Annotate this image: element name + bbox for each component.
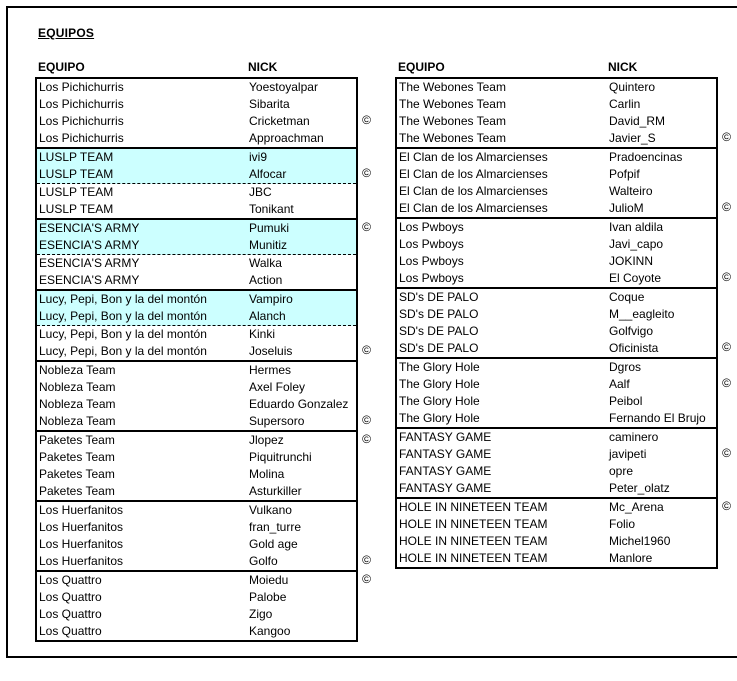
player-nick: Palobe [249,590,287,604]
team-group [35,147,371,220]
team-name: LUSLP TEAM [39,202,114,216]
player-nick: Munitiz [249,238,288,252]
captain-icon: © [362,572,371,586]
team-row [397,149,716,166]
team-name: ESENCIA'S ARMY [39,256,140,270]
team-row [37,449,356,466]
player-nick: JBC [249,185,272,199]
team-row [37,396,356,413]
team-name: Los Quattro [39,590,102,604]
team-name: Los Pwboys [399,271,464,285]
team-row [37,291,356,308]
captain-icon: © [362,343,371,357]
team-name: Los Huerfanitos [39,520,124,534]
team-name: Los Huerfanitos [39,503,124,517]
player-nick: Approachman [249,131,324,145]
player-nick: javipeti [609,447,647,461]
player-nick: Vampiro [249,292,293,306]
captain-icon: © [362,113,371,127]
team-name: HOLE IN NINETEEN TEAM [399,500,548,514]
player-nick: Coque [609,290,645,304]
team-group [395,427,731,499]
team-row [37,536,356,553]
team-row [37,589,356,606]
team-name: Los Huerfanitos [39,554,124,568]
team-row [37,201,356,218]
player-nick: opre [609,464,634,478]
team-name: Lucy, Pepi, Bon y la del montón [39,327,207,341]
player-nick: Fernando El Brujo [609,411,706,425]
team-name: Paketes Team [39,450,115,464]
player-nick: Kinki [249,327,276,341]
team-row [397,376,731,393]
team-row [37,149,356,166]
team-row [397,340,731,357]
team-name: Los Quattro [39,573,102,587]
player-nick: Vulkano [249,503,292,517]
team-name: HOLE IN NINETEEN TEAM [399,551,548,565]
player-nick: caminero [609,430,659,444]
team-name: El Clan de los Almarcienses [399,167,548,181]
team-name: HOLE IN NINETEEN TEAM [399,534,548,548]
player-nick: Supersoro [249,414,305,428]
team-row [37,553,371,570]
team-row [397,200,731,217]
player-nick: Kangoo [249,624,291,638]
captain-icon: © [722,499,731,513]
team-name: Lucy, Pepi, Bon y la del montón [39,344,207,358]
team-row [37,519,356,536]
team-group [35,430,371,502]
team-row [397,550,716,567]
captain-icon: © [362,432,371,446]
player-nick: Dgros [609,360,642,374]
team-row [37,184,356,201]
player-nick: Axel Foley [249,380,306,394]
player-nick: Pofpif [609,167,640,181]
player-nick: Golfo [249,554,278,568]
player-nick: Hermes [249,363,292,377]
team-row [397,429,716,446]
team-row [37,326,356,343]
player-nick: Alanch [249,309,286,323]
team-name: FANTASY GAME [399,447,492,461]
team-row [397,446,731,463]
team-group [35,289,371,362]
team-name: ESENCIA'S ARMY [39,221,140,235]
right-header-team: EQUIPO [398,60,445,74]
team-name: The Glory Hole [399,394,480,408]
team-row [37,130,356,147]
team-name: Nobleza Team [39,380,116,394]
team-row [37,572,371,589]
team-name: Los Pichichurris [39,80,124,94]
team-name: Los Pichichurris [39,97,124,111]
player-nick: Michel1960 [609,534,671,548]
team-row [397,183,716,200]
team-name: The Webones Team [399,80,506,94]
team-row [37,413,371,430]
team-name: El Clan de los Almarcienses [399,184,548,198]
captain-icon: © [722,200,731,214]
team-name: ESENCIA'S ARMY [39,238,140,252]
player-nick: Oficinista [609,341,659,355]
team-name: LUSLP TEAM [39,167,114,181]
left-header-team: EQUIPO [38,60,85,74]
team-row [37,483,356,500]
team-name: SD's DE PALO [399,341,479,355]
player-nick: fran_turre [249,520,302,534]
player-nick: Moiedu [249,573,289,587]
player-nick: Yoestoyalpar [249,80,318,94]
team-name: Los Quattro [39,624,102,638]
team-row [397,323,716,340]
player-nick: Javier_S [609,131,656,145]
team-group [35,500,371,572]
player-nick: Pumuki [249,221,290,235]
team-row [397,533,716,550]
team-name: Paketes Team [39,433,115,447]
player-nick: Jlopez [249,433,284,447]
team-name: Lucy, Pepi, Bon y la del montón [39,292,207,306]
team-name: Los Quattro [39,607,102,621]
team-name: Los Pwboys [399,220,464,234]
team-name: The Glory Hole [399,360,480,374]
team-name: FANTASY GAME [399,430,492,444]
captain-icon: © [722,446,731,460]
player-nick: Peibol [609,394,643,408]
player-nick: Peter_olatz [609,481,670,495]
team-name: El Clan de los Almarcienses [399,150,548,164]
team-name: The Webones Team [399,97,506,111]
team-group [395,497,731,569]
team-group [35,570,371,642]
team-name: LUSLP TEAM [39,185,114,199]
right-team-table [395,77,731,569]
team-name: LUSLP TEAM [39,150,114,164]
team-row [37,220,371,237]
team-name: Nobleza Team [39,363,116,377]
player-nick: Eduardo Gonzalez [249,397,349,411]
player-nick: Sibarita [249,97,290,111]
team-row [397,166,716,183]
team-row [37,606,356,623]
team-name: Paketes Team [39,467,115,481]
player-nick: Quintero [609,80,656,94]
team-row [397,130,731,147]
player-nick: ivi9 [249,150,268,164]
team-row [397,79,716,96]
team-name: FANTASY GAME [399,481,492,495]
team-name: Nobleza Team [39,397,116,411]
team-name: The Webones Team [399,131,506,145]
captain-icon: © [722,340,731,354]
team-group [35,77,371,149]
team-row [397,306,716,323]
captain-icon: © [722,376,731,390]
team-row [397,113,716,130]
player-nick: Carlin [609,97,641,111]
team-name: El Clan de los Almarcienses [399,201,548,215]
player-nick: Tonikant [249,202,294,216]
team-row [37,237,356,255]
team-name: SD's DE PALO [399,307,479,321]
team-row [397,480,716,497]
team-row [397,96,716,113]
player-nick: Gold age [249,537,298,551]
team-row [37,308,356,326]
team-name: FANTASY GAME [399,464,492,478]
player-nick: Pradoencinas [609,150,683,164]
team-name: The Glory Hole [399,411,480,425]
player-nick: Asturkiller [249,484,302,498]
team-group [395,77,731,149]
player-nick: Cricketman [249,114,310,128]
player-nick: Walka [249,256,282,270]
team-name: Paketes Team [39,484,115,498]
team-row [37,623,356,640]
team-row [397,219,716,236]
captain-icon: © [362,413,371,427]
captain-icon: © [362,553,371,567]
team-name: HOLE IN NINETEEN TEAM [399,517,548,531]
team-row [397,236,716,253]
team-row [37,96,356,113]
team-group [395,217,731,289]
captain-icon: © [722,130,731,144]
player-nick: Molina [249,467,285,481]
team-name: Los Pwboys [399,254,464,268]
team-row [37,113,371,130]
team-row [37,79,356,96]
team-name: SD's DE PALO [399,290,479,304]
left-header-nick: NICK [248,60,278,74]
captain-icon: © [362,220,371,234]
player-nick: David_RM [609,114,666,128]
player-nick: M__eagleito [609,307,675,321]
team-row [37,379,356,396]
team-group [35,218,371,291]
team-name: Lucy, Pepi, Bon y la del montón [39,309,207,323]
team-row [397,410,716,427]
player-nick: Manlore [609,551,653,565]
team-row [397,499,731,516]
captain-icon: © [722,270,731,284]
team-group [395,287,731,359]
player-nick: Golfvigo [609,324,654,338]
player-nick: Joseluis [249,344,293,358]
team-name: The Webones Team [399,114,506,128]
player-nick: Piquitrunchi [249,450,312,464]
team-name: Nobleza Team [39,414,116,428]
team-row [37,502,356,519]
player-nick: Mc_Arena [609,500,664,514]
player-nick: Aalf [609,377,630,391]
team-row [397,289,716,306]
team-row [37,166,371,184]
left-team-table [35,77,371,642]
player-nick: Folio [609,517,636,531]
page-title: EQUIPOS [38,26,95,40]
player-nick: JulioM [609,201,644,215]
team-name: ESENCIA'S ARMY [39,273,140,287]
team-row [397,253,716,270]
player-nick: Alfocar [249,167,287,181]
player-nick: El Coyote [609,271,662,285]
team-name: Los Huerfanitos [39,537,124,551]
player-nick: Action [249,273,283,287]
team-name: Los Pichichurris [39,114,124,128]
team-row [397,393,716,410]
team-row [37,466,356,483]
team-row [397,516,716,533]
team-row [37,255,356,272]
captain-icon: © [362,166,371,180]
team-group [35,360,371,432]
team-name: SD's DE PALO [399,324,479,338]
player-nick: Ivan aldila [609,220,664,234]
team-row [397,463,716,480]
team-row [37,432,371,449]
team-row [37,362,356,379]
right-header-nick: NICK [608,60,638,74]
player-nick: Walteiro [609,184,653,198]
team-name: Los Pichichurris [39,131,124,145]
team-row [397,359,716,376]
team-row [37,272,356,289]
team-name: Los Pwboys [399,237,464,251]
team-name: The Glory Hole [399,377,480,391]
team-group [395,357,731,429]
player-nick: JOKINN [609,254,654,268]
player-nick: Zigo [249,607,273,621]
team-group [395,147,731,219]
player-nick: Javi_capo [609,237,664,251]
team-row [397,270,731,287]
team-row [37,343,371,360]
